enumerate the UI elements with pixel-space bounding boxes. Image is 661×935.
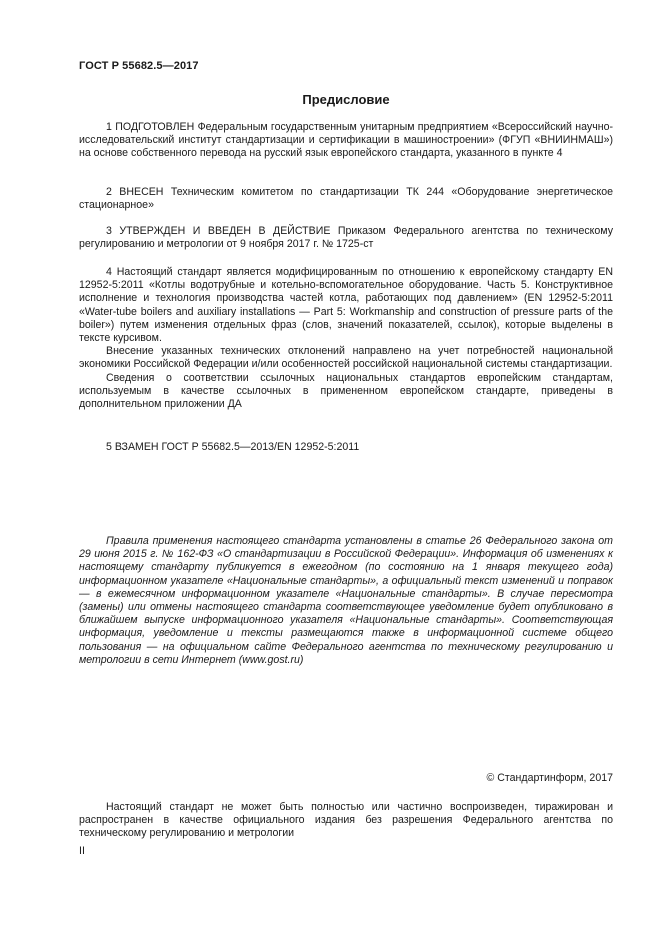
foreword-item-4-deviations: Внесение указанных технических отклонений направлено на учет потребностей национальной экономики Российской Федерации и/или особенностей российской национальной системы стандартизации. [79,345,613,371]
foreword-item-2 [79,186,613,212]
foreword-item-4 [79,266,613,411]
foreword-item-2-text: 2 ВНЕСЕН Техническим комитетом по стандартизации ТК 244 «Оборудование энергетическое стационарное» [79,186,613,212]
foreword-item-4-references: Сведения о соответствии ссылочных национальных стандартов европейским стандартам, используемым в качестве ссылочных в примененном европейском стандарте, приведены в дополнительном приложении ДА [79,371,613,411]
foreword-item-3 [79,225,613,251]
rules-notice [79,535,613,667]
page-title: Предисловие [302,92,390,107]
foreword-item-5 [79,441,613,454]
foreword-item-4-text: 4 Настоящий стандарт является модифицированным по отношению к европейскому стандарту EN 12952-5:2011 «Котлы водотрубные и котельно-вспомогательное оборудование. Часть 5. Конструктивное исполнение и технология производства частей котла, работающих под давлением» (EN 12952-5:2011 «Water-tube boilers and auxiliary installations — Part 5: Workmanship and construction of pressure parts of the boiler») путем изменения отдельных фраз (слов, значений показателей, ссылок), которые выделены в тексте курсивом. [79,266,613,345]
foreword-item-5-text: 5 ВЗАМЕН ГОСТ Р 55682.5—2013/EN 12952-5:2011 [106,441,360,453]
page-number: II [79,845,85,857]
copyright-notice: © Стандартинформ, 2017 [486,772,613,784]
standard-code-header: ГОСТ Р 55682.5—2017 [79,60,199,72]
foreword-item-3-text: 3 УТВЕРЖДЕН И ВВЕДЕН В ДЕЙСТВИЕ Приказом Федерального агентства по техническому регулированию и метрологии от 9 ноября 2017 г. № 1725-ст [79,225,613,251]
reproduction-notice-text: Настоящий стандарт не может быть полностью или частично воспроизведен, тиражирован и распространен в качестве официального издания без разрешения Федерального агентства по техническому регулированию и метрологии [79,801,613,840]
foreword-item-1 [79,121,613,161]
reproduction-notice [79,801,613,841]
rules-notice-text: Правила применения настоящего стандарта установлены в статье 26 Федерального закона от 29 июня 2015 г. № 162-ФЗ «О стандартизации в Российской Федерации». Информация об изменениях к настоящему стандарту публикуется в ежегодном (по состоянию на 1 января текущего года) информационном указателе «Национальные стандарты», а официальный текст изменений и поправок — в ежемесячном информационном указателе «Национальные стандарты». В случае пересмотра (замены) или отмены настоящего стандарта соответствующее уведомление будет опубликовано в ближайшем выпуске информационного указателя «Национальные стандарты». Соответствующая информация, уведомление и тексты размещаются также в информационной системе общего пользования — на официальном сайте Федерального агентства по техническому регулированию и метрологии в сети Интернет (www.gost.ru) [79,535,613,666]
foreword-item-1-text: 1 ПОДГОТОВЛЕН Федеральным государственным унитарным предприятием «Всероссийский научно-исследовательский институт стандартизации и сертификации в машиностроении» (ФГУП «ВНИИНМАШ») на основе собственного перевода на русский язык европейского стандарта, указанного в пункте 4 [79,121,613,160]
